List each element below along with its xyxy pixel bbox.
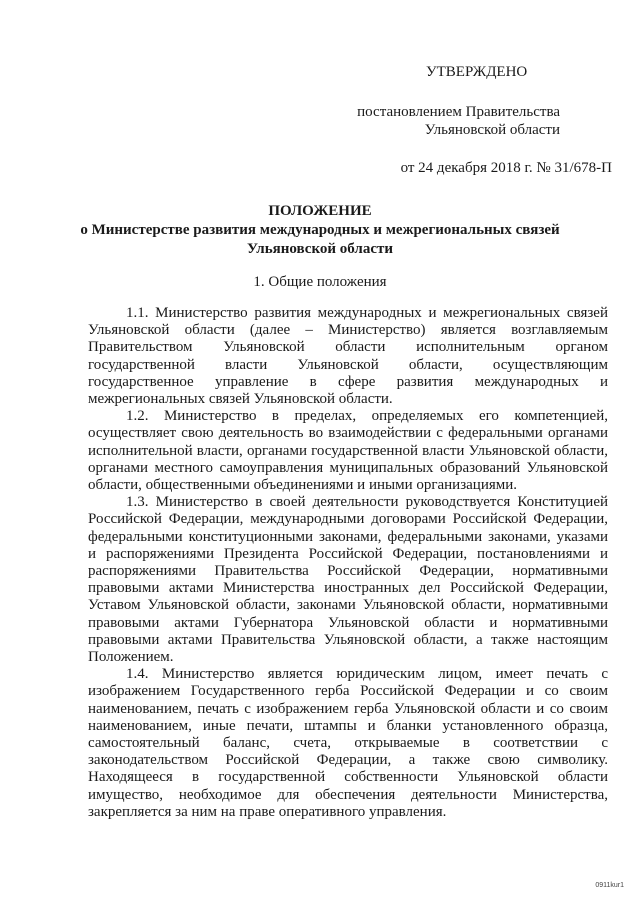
approval-date-number: от 24 декабря 2018 г. № 31/678-П: [400, 160, 612, 176]
paragraph-1-2: 1.2. Министерство в пределах, определяемых его компетенцией, осуществляет свою деятельность во взаимодействии с федеральными органами исполнительной власти, органами государственной власти Ульяновской области, органами местного самоуправления муниципальных образований Ульяновской области, общественными объединениями и иными организациями.: [88, 408, 608, 494]
approval-by: постановлением Правительства: [357, 104, 560, 120]
paragraph-1-3: 1.3. Министерство в своей деятельности руководствуется Конституцией Российской Федерации, международными договорами Российской Федерации, федеральными конституционными законами, федеральными законами, указами и распоряжениями Президента Российской Федерации, постановлениями и распоряжениями Правительства Российской Федерации, нормативными правовыми актами Министерства иностранных дел Российской Федерации, Уставом Ульяновской области, законами Ульяновской области, нормативными правовыми актами Губернатора Ульяновской области и нормативными правовыми актами Правительства Ульяновской области, а также настоящим Положением.: [88, 494, 608, 666]
footer-code: 0911kur1: [595, 882, 624, 889]
document-title-block: [0, 202, 640, 259]
paragraph-1-1: 1.1. Министерство развития международных и межрегиональных связей Ульяновской области (далее – Министерство) является возглавляемым Правительством Ульяновской области исполнительным органом государственной власти Ульяновской области, осуществляющим государственное управление в сфере развития международных и межрегиональных связей Ульяновской области.: [88, 305, 608, 408]
paragraph-1-4: 1.4. Министерство является юридическим лицом, имеет печать с изображением Государственного герба Российской Федерации и со своим наименованием, печать с изображением герба Ульяновской области и со своим наименованием, иные печати, штампы и бланки установленного образца, самостоятельный баланс, счета, открываемые в соответствии с законодательством Российской Федерации, а также свою символику. Находящееся в государственной собственности Ульяновской области имущество, необходимое для обеспечения деятельности Министерства, закрепляется за ним на праве оперативного управления.: [88, 666, 608, 820]
section-heading: 1. Общие положения: [253, 274, 387, 290]
document-subtitle-line1: о Министерстве развития международных и межрегиональных связей: [80, 222, 560, 238]
approval-org: Ульяновской области: [424, 122, 560, 138]
document-title: ПОЛОЖЕНИЕ: [268, 203, 372, 219]
section-body: [88, 305, 608, 821]
approval-heading: УТВЕРЖДЕНО: [426, 64, 528, 80]
document-subtitle-line2: Ульяновской области: [246, 241, 394, 257]
